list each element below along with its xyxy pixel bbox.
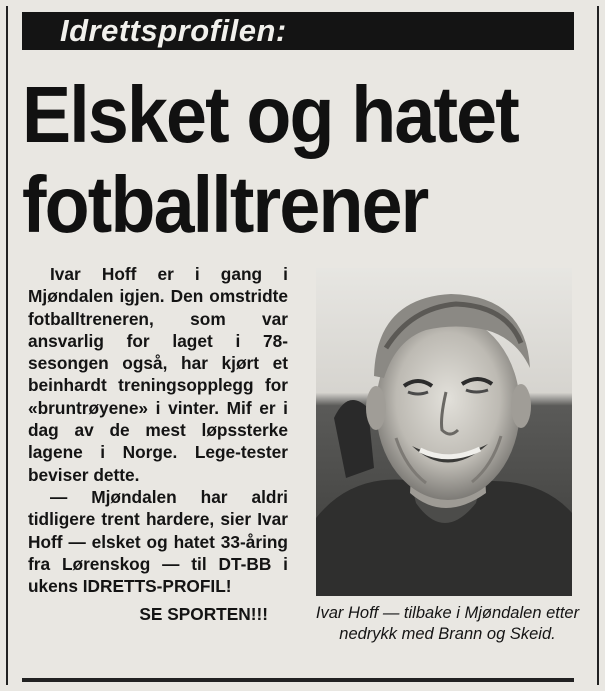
headline [22, 70, 537, 250]
article-paragraph-1: Ivar Hoff er i gang i Mjøndalen igjen. Den omstridte fotballtreneren, som var ansvarlig for laget i 78-sesongen også, har kjørt et beinhardt treningsopplegg for «bruntrøyene» i vinter. Mif er i dag av de mest løpssterke lagene i Norge. Lege-tester beviser dette. [28, 264, 288, 485]
headline-line-1: Elsket og hatet [22, 70, 518, 159]
section-banner: Idrettsprofilen: [22, 12, 574, 50]
see-sports-link: SE SPORTEN!!! [139, 604, 268, 625]
photo-caption: Ivar Hoff — tilbake i Mjøndalen etter nedrykk med Brann og Skeid. [315, 604, 580, 643]
article-body [28, 263, 288, 626]
article-paragraph-2: — Mjøndalen har aldri tidligere trent hardere, sier Ivar Hoff — elsket og hatet 33-åring fra Lørenskog — til DT-BB i ukens IDRETTS-PROFIL! [28, 486, 288, 597]
bottom-rule [22, 678, 574, 682]
headline-line-2: fotballtrener [22, 160, 428, 249]
portrait-photo [316, 268, 572, 596]
